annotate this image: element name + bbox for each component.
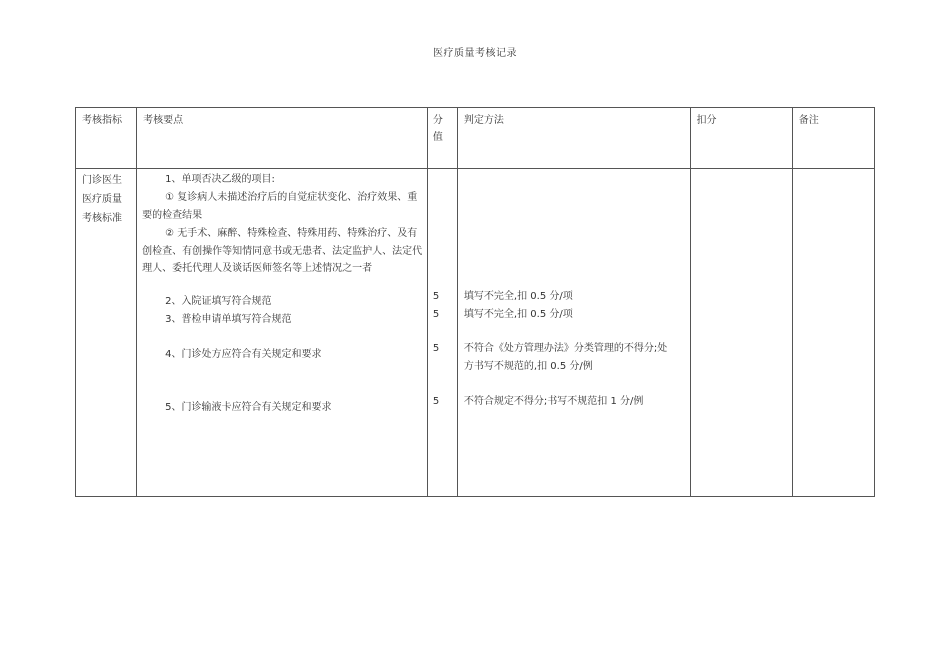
points-cell <box>137 169 428 497</box>
header-score-line2: 值 <box>432 132 443 143</box>
header-deduction: 扣分 <box>690 108 792 169</box>
score-item3: 5 <box>432 309 440 320</box>
item1-sub1: ① 复诊病人未描述治疗后的自觉症状变化、治疗效果、重要的检查结果 <box>142 192 418 221</box>
score-item2: 5 <box>432 291 440 302</box>
item3: 3、普检申请单填写符合规范 <box>165 314 292 325</box>
item5: 5、门诊输液卡应符合有关规定和要求 <box>165 402 332 413</box>
header-indicator: 考核指标 <box>76 108 137 169</box>
assessment-table <box>75 107 875 497</box>
indicator-line2: 医疗质量 <box>82 194 122 205</box>
item1-sub2: ② 无手术、麻醉、特殊检查、特殊用药、特殊治疗、及有创检查、有创操作等知情同意书或无患者、法定监护人、法定代理人、委托代理人及谈话医师签名等上述情况之一者 <box>142 228 423 274</box>
item1-title: 1、单项否决乙级的项目: <box>165 174 275 185</box>
header-remark: 备注 <box>792 108 874 169</box>
deduction-cell[interactable] <box>690 169 792 497</box>
method-item4-line1: 不符合《处方管理办法》分类管理的不得分;处 <box>463 343 668 354</box>
method-item4-line2: 方书写不规范的,扣 0.5 分/例 <box>463 361 593 372</box>
score-cell <box>427 169 457 497</box>
item4: 4、门诊处方应符合有关规定和要求 <box>165 349 322 360</box>
item2: 2、入院证填写符合规范 <box>165 296 272 307</box>
table-row <box>76 169 875 497</box>
indicator-cell <box>76 169 137 497</box>
header-score-line1: 分 <box>432 115 443 126</box>
header-points: 考核要点 <box>137 108 428 169</box>
indicator-line1: 门诊医生 <box>82 175 122 186</box>
remark-cell[interactable] <box>792 169 874 497</box>
header-method: 判定方法 <box>457 108 690 169</box>
method-item5: 不符合规定不得分;书写不规范扣 1 分/例 <box>463 396 644 407</box>
indicator-line3: 考核标准 <box>82 213 122 224</box>
table-header-row <box>76 108 875 169</box>
score-item5: 5 <box>432 396 440 407</box>
page-title: 医疗质量考核记录 <box>433 48 517 59</box>
method-item3: 填写不完全,扣 0.5 分/项 <box>463 309 573 320</box>
method-cell <box>457 169 690 497</box>
method-item2: 填写不完全,扣 0.5 分/项 <box>463 291 573 302</box>
score-item4: 5 <box>432 343 440 354</box>
header-score <box>427 108 457 169</box>
